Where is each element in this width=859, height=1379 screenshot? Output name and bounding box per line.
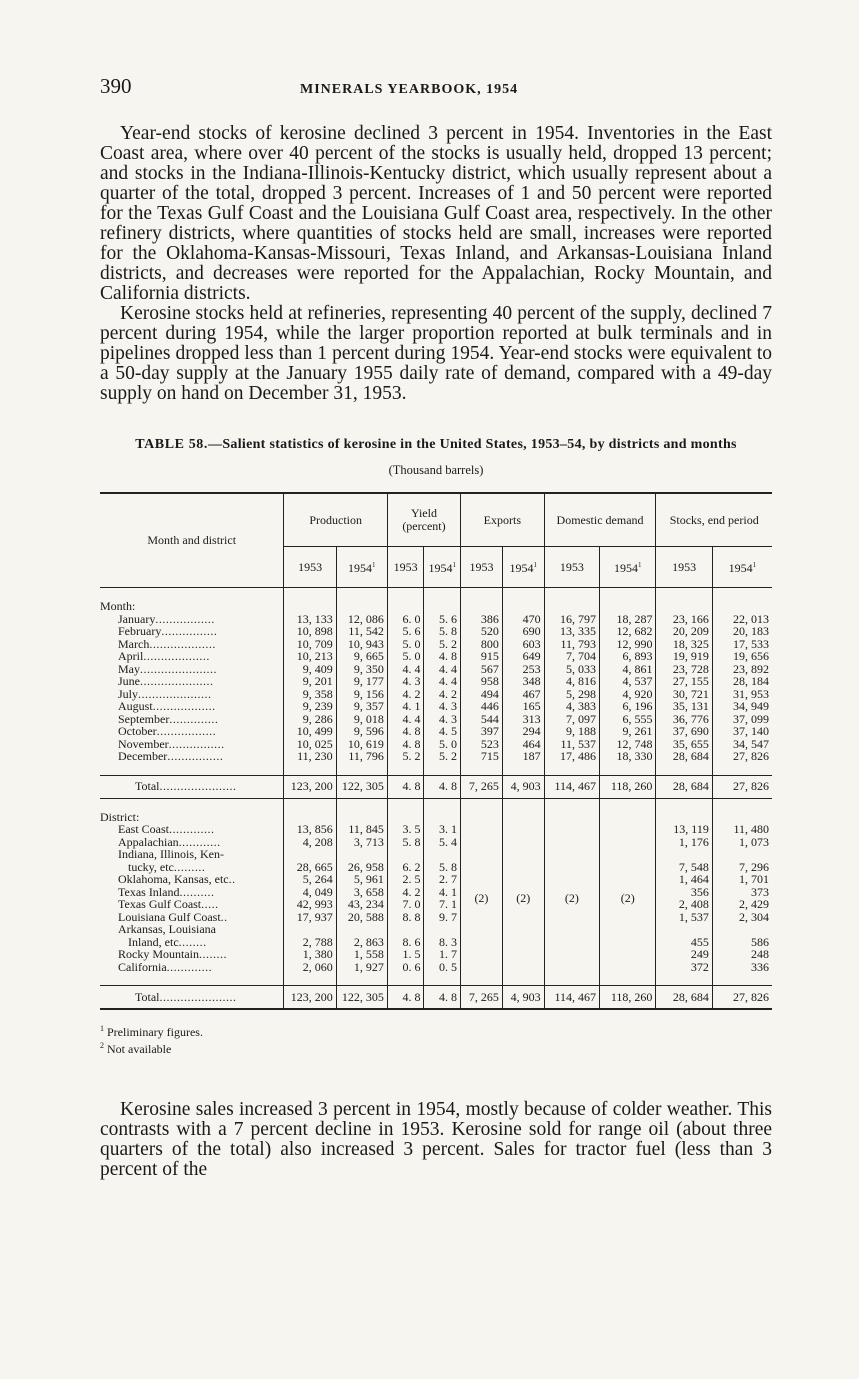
section-label: District:: [100, 809, 140, 824]
table-cell: 11, 230: [284, 750, 336, 763]
table-cell: 122, 305: [336, 775, 387, 798]
row-label: December................: [118, 749, 224, 763]
table-cell: 1, 176: [656, 836, 712, 849]
table-cell: 27, 826: [712, 986, 772, 1010]
table-cell: 6. 0: [387, 613, 424, 626]
row-label: August..................: [118, 699, 216, 713]
table-body: [100, 588, 772, 1010]
table-cell: 27, 826: [712, 750, 772, 763]
table-cell: 1, 927: [336, 961, 387, 974]
table-cell: 4, 920: [600, 688, 656, 701]
table-cell: 5. 8: [424, 625, 461, 638]
table-cell: 520: [461, 625, 503, 638]
table-cell: 9, 177: [336, 675, 387, 688]
table-cell: 603: [502, 638, 544, 651]
table-cell: 8. 8: [387, 911, 424, 924]
row-label: July.....................: [118, 686, 212, 701]
table-cell: 4. 8: [424, 986, 461, 1010]
table-cell: 9, 261: [600, 725, 656, 738]
table-cell: 7, 265: [461, 775, 503, 798]
table-row: [100, 750, 772, 763]
table-caption: [100, 436, 772, 453]
running-title: MINERALS YEARBOOK, 1954: [300, 82, 519, 97]
table-cell: 1, 537: [656, 911, 712, 924]
table-cell: 5. 2: [424, 750, 461, 763]
table-cell: 12, 748: [600, 738, 656, 751]
group-header-yield: Yield (percent): [387, 493, 460, 547]
row-label: Texas Inland..........: [118, 884, 215, 899]
table-cell: 7, 097: [544, 713, 599, 726]
table-cell: 4. 8: [387, 738, 424, 751]
table-unit: (Thousand barrels): [388, 463, 484, 477]
table-cell: 248: [712, 948, 772, 961]
total-row: [100, 986, 772, 1010]
footnotes: [100, 1022, 772, 1056]
table-cell: 34, 949: [712, 700, 772, 713]
table-cell: 2, 863: [336, 936, 387, 949]
table-cell: 7, 296: [712, 861, 772, 874]
table-cell: 5. 4: [424, 836, 461, 849]
table-cell: 18, 287: [600, 613, 656, 626]
table-cell: 13, 119: [656, 823, 712, 836]
table-cell: 1, 380: [284, 948, 336, 961]
table-cell: 3. 5: [387, 823, 424, 836]
table-cell: 35, 655: [656, 738, 712, 751]
table-cell: 37, 140: [712, 725, 772, 738]
table-cell: 9, 409: [284, 663, 336, 676]
table-cell: 28, 684: [656, 986, 712, 1010]
table-cell: 0. 5: [424, 961, 461, 974]
table-cell: 4, 903: [502, 775, 544, 798]
row-label: March...................: [118, 636, 216, 651]
row-label: Inland, etc........: [128, 934, 207, 949]
year-header: 1954$^1$: [336, 547, 387, 588]
year-header: 1954$^1$: [502, 547, 544, 588]
group-header-exports: Exports: [461, 493, 545, 547]
table-cell: 294: [502, 725, 544, 738]
table-cell: 6, 196: [600, 700, 656, 713]
stub-header: Month and district: [100, 493, 284, 588]
total-row: [100, 775, 772, 798]
table-cell: 4, 049: [284, 886, 336, 899]
table-cell: 1, 558: [336, 948, 387, 961]
row-label: January.................: [118, 611, 215, 626]
table-cell: 35, 131: [656, 700, 712, 713]
row-label: Total......................: [100, 775, 284, 798]
table-cell: 1. 7: [424, 948, 461, 961]
paragraph: Year-end stocks of kerosine declined 3 percent in 1954. Inventories in the East Coast area, where over 40 percent of the stocks is usually held, dropped 13 percent; and stocks in the Indiana-Illinois-Kentucky district, which usually represent about a quarter of the total, dropped 3 percent. Increases of 1 and 50 percent were reported for the Texas Gulf Coast and the Louisiana Gulf Coast area, respectively. In the other refinery districts, where quantities of stocks held are small, increases were reported for the Oklahoma-Kansas-Missouri, Texas Inland, and Arkansas-Louisiana Inland districts, and decreases were reported for the Appalachian, Rocky Mountain, and California districts.: [100, 123, 772, 304]
year-header: 1954$^1$: [712, 547, 772, 588]
spacer-row: [100, 763, 772, 776]
table-cell: 4. 8: [387, 986, 424, 1010]
table-cell: 2, 408: [656, 898, 712, 911]
table-cell: 4. 4: [424, 675, 461, 688]
row-label: November................: [118, 736, 225, 751]
row-label: tucky, etc.........: [128, 859, 206, 874]
table-cell: 5, 264: [284, 873, 336, 886]
group-header-domestic-demand: Domestic demand: [544, 493, 656, 547]
table-cell: 36, 776: [656, 713, 712, 726]
year-header: 1954$^1$: [600, 547, 656, 588]
kerosine-statistics-table: [100, 492, 772, 1010]
table-cell: 4, 903: [502, 986, 544, 1010]
table-cell: 12, 682: [600, 625, 656, 638]
row-label: Louisiana Gulf Coast..: [118, 909, 228, 924]
table-cell: 28, 665: [284, 861, 336, 874]
table-cell: 27, 155: [656, 675, 712, 688]
table-cell: 123, 200: [284, 775, 336, 798]
table-cell: 9, 357: [336, 700, 387, 713]
row-label: Appalachian............: [118, 834, 221, 849]
table-cell: 10, 943: [336, 638, 387, 651]
table-cell: 7, 265: [461, 986, 503, 1010]
year-header: 1954$^1$: [424, 547, 461, 588]
table-cell: 11, 845: [336, 823, 387, 836]
table-cell: 6, 555: [600, 713, 656, 726]
table-cell: 4. 8: [387, 725, 424, 738]
table-cell: 20, 183: [712, 625, 772, 638]
table-cell: 9. 7: [424, 911, 461, 924]
table-cell: 958: [461, 675, 503, 688]
table-cell: 11, 537: [544, 738, 599, 751]
table-cell: 37, 690: [656, 725, 712, 738]
table-cell: 9, 665: [336, 650, 387, 663]
table-cell: 9, 358: [284, 688, 336, 701]
table-cell: 446: [461, 700, 503, 713]
table-cell: 2. 5: [387, 873, 424, 886]
table-cell: 649: [502, 650, 544, 663]
table-cell: 11, 796: [336, 750, 387, 763]
table-cell: 17, 533: [712, 638, 772, 651]
table-cell: 7, 548: [656, 861, 712, 874]
table-cell: 30, 721: [656, 688, 712, 701]
spacer-row: [100, 588, 772, 601]
table-cell: 6. 2: [387, 861, 424, 874]
table-cell: 4. 4: [387, 713, 424, 726]
table-title: —Salient statistics of kerosine in the United States, 1953–54, by districts and months: [208, 437, 737, 452]
table-cell: 544: [461, 713, 503, 726]
table-cell: 464: [502, 738, 544, 751]
table-cell: 5. 8: [387, 836, 424, 849]
table-cell: 4. 8: [424, 650, 461, 663]
table-cell: 5, 961: [336, 873, 387, 886]
page: [100, 74, 772, 1180]
table-cell: 348: [502, 675, 544, 688]
table-cell: 7. 1: [424, 898, 461, 911]
table-cell: 114, 467: [544, 986, 599, 1010]
table-cell: 4. 1: [387, 700, 424, 713]
table-cell: 122, 305: [336, 986, 387, 1010]
table-cell: 13, 856: [284, 823, 336, 836]
table-cell: 567: [461, 663, 503, 676]
group-header-stocks: Stocks, end period: [656, 493, 772, 547]
table-cell: 19, 919: [656, 650, 712, 663]
table-cell: 9, 596: [336, 725, 387, 738]
table-cell: 165: [502, 700, 544, 713]
table-cell: 23, 728: [656, 663, 712, 676]
year-header: 1953: [284, 547, 336, 588]
table-cell: 118, 260: [600, 775, 656, 798]
table-cell: 373: [712, 886, 772, 899]
row-label: Rocky Mountain........: [118, 947, 227, 961]
table-cell: 31, 953: [712, 688, 772, 701]
table-cell: 5. 0: [387, 638, 424, 651]
table-cell: 3, 658: [336, 886, 387, 899]
table-cell: 2, 788: [284, 936, 336, 949]
table-cell: 494: [461, 688, 503, 701]
table-cell: 690: [502, 625, 544, 638]
table-cell: 5, 033: [544, 663, 599, 676]
table-cell: 1, 464: [656, 873, 712, 886]
spacer-row: [100, 798, 772, 811]
table-cell: 8. 3: [424, 936, 461, 949]
row-label: May......................: [118, 661, 217, 676]
table-cell: 2, 429: [712, 898, 772, 911]
table-cell: 4, 861: [600, 663, 656, 676]
row-label: East Coast.............: [118, 822, 215, 836]
table-cell: 467: [502, 688, 544, 701]
table-cell: 13, 133: [284, 613, 336, 626]
row-label: September..............: [118, 711, 219, 726]
table-cell: 4. 4: [387, 663, 424, 676]
running-head: [100, 74, 772, 104]
table-cell: 28, 684: [656, 775, 712, 798]
table-cell: 34, 547: [712, 738, 772, 751]
footnote: $^1$ Preliminary figures.: [100, 1024, 203, 1039]
table-cell: 118, 260: [600, 986, 656, 1010]
table-cell: 9, 188: [544, 725, 599, 738]
table-cell: 22, 013: [712, 613, 772, 626]
year-header: 1953: [387, 547, 424, 588]
table-cell: 4. 3: [424, 713, 461, 726]
table-cell: 4. 2: [424, 688, 461, 701]
table-cell: 915: [461, 650, 503, 663]
table-cell: 0. 6: [387, 961, 424, 974]
table-cell: 10, 709: [284, 638, 336, 651]
table-cell: 4, 383: [544, 700, 599, 713]
table-cell: 2, 060: [284, 961, 336, 974]
table-cell: 9, 156: [336, 688, 387, 701]
table-cell: 470: [502, 613, 544, 626]
table-cell: 19, 656: [712, 650, 772, 663]
table-cell: 2. 7: [424, 873, 461, 886]
row-label: Total......................: [100, 986, 284, 1010]
paragraph: Kerosine sales increased 3 percent in 1954, mostly because of colder weather. This contrasts with a 7 percent decline in 1953. Kerosine sold for range oil (about three quarters of the total) also increased 3 percent. Sales for tractor fuel (less than 3 percent of the: [100, 1099, 772, 1180]
table-cell: 10, 619: [336, 738, 387, 751]
table-cell: 523: [461, 738, 503, 751]
table-cell: 4, 537: [600, 675, 656, 688]
table-cell: 800: [461, 638, 503, 651]
table-cell: 17, 486: [544, 750, 599, 763]
paragraph: Kerosine stocks held at refineries, representing 40 percent of the supply, declined 7 percent during 1954, while the larger proportion reported at bulk terminals and in pipelines dropped less than 1 percent during 1954. Year-end stocks were equivalent to a 50-day supply at the January 1955 daily rate of demand, compared with a 49-day supply on hand on December 31, 1953.: [100, 303, 772, 404]
table-cell: 12, 086: [336, 613, 387, 626]
table-cell: 187: [502, 750, 544, 763]
table-cell: 20, 209: [656, 625, 712, 638]
table-cell: 1. 5: [387, 948, 424, 961]
row-label: June.....................: [118, 674, 214, 688]
table-cell: 5. 0: [387, 650, 424, 663]
table-cell: 586: [712, 936, 772, 949]
table-cell: 313: [502, 713, 544, 726]
table-cell: 3, 713: [336, 836, 387, 849]
row-label: Indiana, Illinois, Ken-: [118, 847, 224, 861]
row-label: Arkansas, Louisiana: [118, 922, 216, 936]
table-cell: 5. 6: [424, 613, 461, 626]
table-cell: 4. 3: [387, 675, 424, 688]
table-cell: 20, 588: [336, 911, 387, 924]
table-cell: 26, 958: [336, 861, 387, 874]
table-cell: 5. 6: [387, 625, 424, 638]
table-cell: 5. 0: [424, 738, 461, 751]
table-cell: 13, 335: [544, 625, 599, 638]
table-cell: 4. 3: [424, 700, 461, 713]
not-available-cell: (2): [461, 823, 503, 973]
table-cell: 11, 793: [544, 638, 599, 651]
table-cell: 23, 892: [712, 663, 772, 676]
table-cell: 336: [712, 961, 772, 974]
table-cell: 28, 684: [656, 750, 712, 763]
table-cell: 5. 8: [424, 861, 461, 874]
table-cell: 1, 701: [712, 873, 772, 886]
spacer-row: [100, 973, 772, 986]
table-cell: 8. 6: [387, 936, 424, 949]
table-cell: 10, 499: [284, 725, 336, 738]
year-header: 1953: [544, 547, 599, 588]
year-header: 1953: [461, 547, 503, 588]
table-cell: 3. 1: [424, 823, 461, 836]
table-cell: 4. 8: [424, 775, 461, 798]
table-cell: 7. 0: [387, 898, 424, 911]
table-cell: 1, 073: [712, 836, 772, 849]
table-cell: 455: [656, 936, 712, 949]
row-label: February................: [118, 624, 218, 638]
table-cell: 397: [461, 725, 503, 738]
row-label: California.............: [118, 959, 213, 974]
table-cell: 37, 099: [712, 713, 772, 726]
table-cell: 12, 990: [600, 638, 656, 651]
table-cell: 4. 1: [424, 886, 461, 899]
table-cell: 9, 018: [336, 713, 387, 726]
table-cell: 9, 286: [284, 713, 336, 726]
table-cell: 253: [502, 663, 544, 676]
section-label: Month:: [100, 599, 136, 613]
table-cell: 18, 325: [656, 638, 712, 651]
group-header-production: Production: [284, 493, 387, 547]
table-cell: 7, 704: [544, 650, 599, 663]
table-cell: 386: [461, 613, 503, 626]
table-cell: 18, 330: [600, 750, 656, 763]
table-cell: 6, 893: [600, 650, 656, 663]
table-cell: 123, 200: [284, 986, 336, 1010]
table-cell: 4. 2: [387, 688, 424, 701]
footnote: $^2$ Not available: [100, 1041, 172, 1056]
table-cell: 5. 2: [387, 750, 424, 763]
table-cell: 4. 5: [424, 725, 461, 738]
table-cell: 9, 201: [284, 675, 336, 688]
row-label: October.................: [118, 724, 217, 738]
not-available-cell: (2): [502, 823, 544, 973]
table-cell: 23, 166: [656, 613, 712, 626]
row-label: April...................: [118, 649, 210, 663]
table-cell: 4, 208: [284, 836, 336, 849]
table-cell: 4. 8: [387, 775, 424, 798]
table-cell: 4, 816: [544, 675, 599, 688]
table-label: TABLE 58.: [135, 437, 209, 452]
table-cell: 114, 467: [544, 775, 599, 798]
table-cell: 16, 797: [544, 613, 599, 626]
table-cell: 11, 542: [336, 625, 387, 638]
table-cell: 43, 234: [336, 898, 387, 911]
page-number: 390: [100, 74, 132, 98]
table-cell: 10, 025: [284, 738, 336, 751]
table-cell: 9, 350: [336, 663, 387, 676]
table-cell: 17, 937: [284, 911, 336, 924]
table-cell: 4. 2: [387, 886, 424, 899]
table-cell: 5, 298: [544, 688, 599, 701]
table-cell: 10, 213: [284, 650, 336, 663]
table-cell: 28, 184: [712, 675, 772, 688]
table-cell: 249: [656, 948, 712, 961]
year-header: 1953: [656, 547, 712, 588]
row-label: Texas Gulf Coast.....: [118, 897, 219, 911]
not-available-cell: (2): [544, 823, 599, 973]
table-cell: 10, 898: [284, 625, 336, 638]
table-cell: 9, 239: [284, 700, 336, 713]
table-cell: 42, 993: [284, 898, 336, 911]
table-cell: 356: [656, 886, 712, 899]
table-cell: 4. 4: [424, 663, 461, 676]
table-cell: 27, 826: [712, 775, 772, 798]
table-cell: 715: [461, 750, 503, 763]
table-cell: 5. 2: [424, 638, 461, 651]
table-cell: 372: [656, 961, 712, 974]
table-cell: 2, 304: [712, 911, 772, 924]
not-available-cell: (2): [600, 823, 656, 973]
row-label: Oklahoma, Kansas, etc..: [118, 872, 236, 886]
table-cell: 11, 480: [712, 823, 772, 836]
table-row: [100, 961, 772, 974]
